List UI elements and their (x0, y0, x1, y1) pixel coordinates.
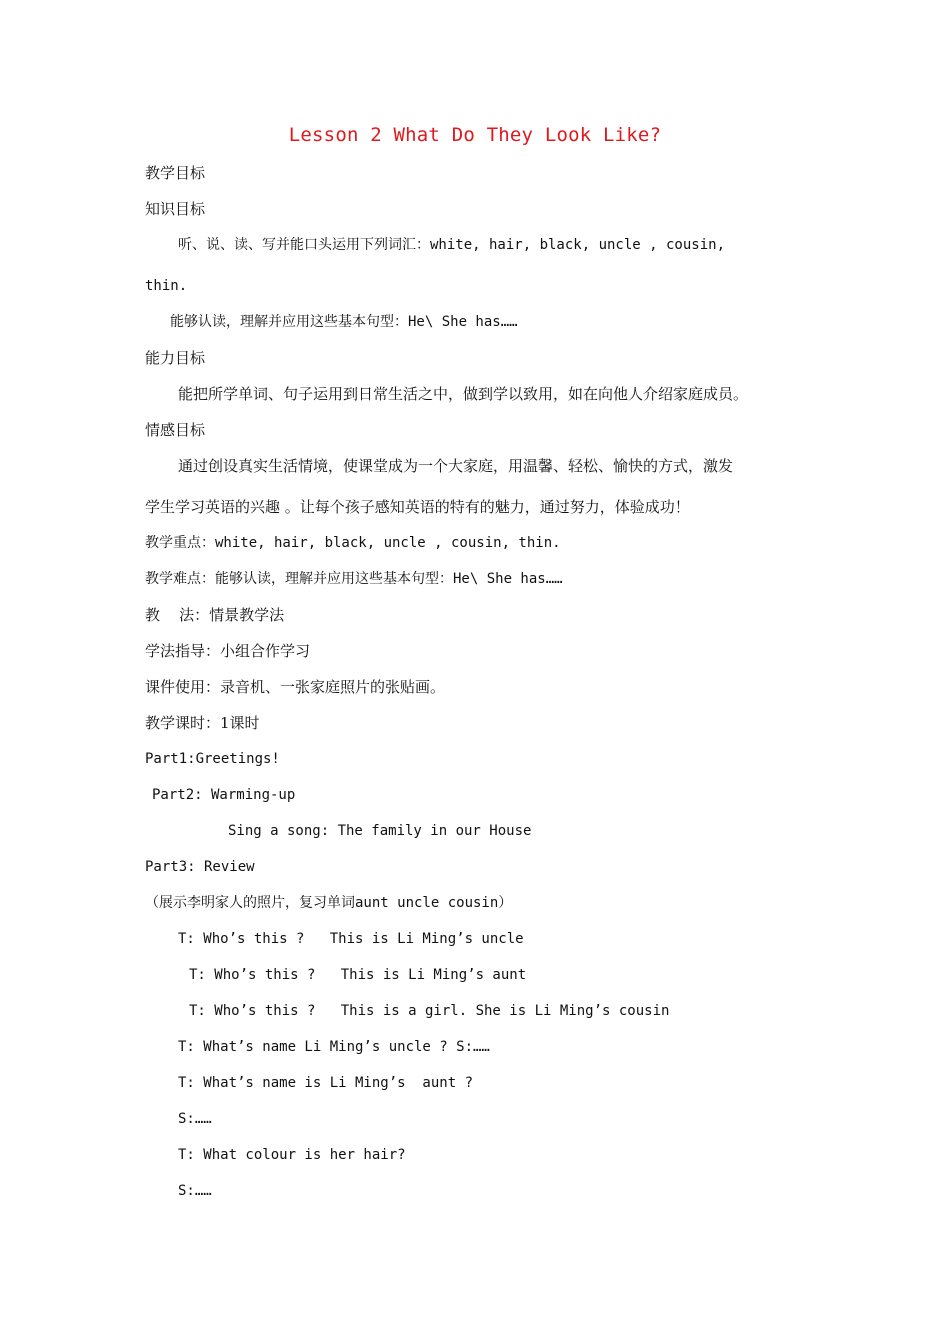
knowledge-vocabulary-continuation: thin. (145, 278, 188, 294)
dialog-line: T: What’s name is Li Ming’s aunt ? (178, 1075, 474, 1091)
emotion-goal-text-line-2: 学生学习英语的兴趣 。让每个孩子感知英语的特有的魅力，通过努力，体验成功！ (145, 498, 690, 516)
part3-heading: Part3: Review (145, 859, 255, 875)
knowledge-vocabulary-line: 听、说、读、写并能口头运用下列词汇：white, hair, black, uncle , cousin, (178, 237, 726, 253)
teaching-method: 教 法：情景教学法 (145, 606, 285, 624)
study-guide: 学法指导：小组合作学习 (145, 642, 311, 660)
dialog-line: T: Who’s this ? This is Li Ming’s aunt (189, 967, 527, 983)
part1-heading: Part1:Greetings! (145, 751, 280, 767)
ability-goal-text: 能把所学单词、句子运用到日常生活之中，做到学以致用，如在向他人介绍家庭成员。 (178, 385, 749, 403)
dialog-line: T: Who’s this ? This is a girl. She is Li Ming’s cousin (189, 1003, 670, 1019)
dialog-line: T: What colour is her hair? (178, 1147, 406, 1163)
difficult-points: 教学难点：能够认读，理解并应用这些基本句型：He\ She has…… (145, 571, 563, 587)
part3-note: （展示李明家人的照片，复习单词aunt uncle cousin） (145, 895, 513, 911)
key-points: 教学重点：white, hair, black, uncle , cousin, thin. (145, 535, 561, 551)
dialog-line: S:…… (178, 1111, 212, 1127)
document-title: Lesson 2 What Do They Look Like? (288, 124, 662, 146)
dialog-line: T: Who’s this ? This is Li Ming’s uncle (178, 931, 524, 947)
emotion-goal-text-line-1: 通过创设真实生活情境，使课堂成为一个大家庭，用温馨、轻松、愉快的方式，激发 (178, 457, 734, 475)
dialog-line: S:…… (178, 1183, 212, 1199)
ability-goals-heading: 能力目标 (145, 349, 206, 367)
courseware: 课件使用：录音机、一张家庭照片的张贴画。 (145, 678, 446, 696)
class-hours: 教学课时：1课时 (145, 714, 260, 732)
part2-song: Sing a song: The family in our House (228, 823, 532, 839)
knowledge-sentence-pattern: 能够认读，理解并应用这些基本句型：He\ She has…… (170, 314, 518, 330)
emotion-goals-heading: 情感目标 (145, 421, 206, 439)
teaching-goals-heading: 教学目标 (145, 164, 206, 182)
knowledge-goals-heading: 知识目标 (145, 200, 206, 218)
part2-heading: Part2: Warming-up (152, 787, 296, 803)
dialog-line: T: What’s name Li Ming’s uncle ? S:…… (178, 1039, 490, 1055)
